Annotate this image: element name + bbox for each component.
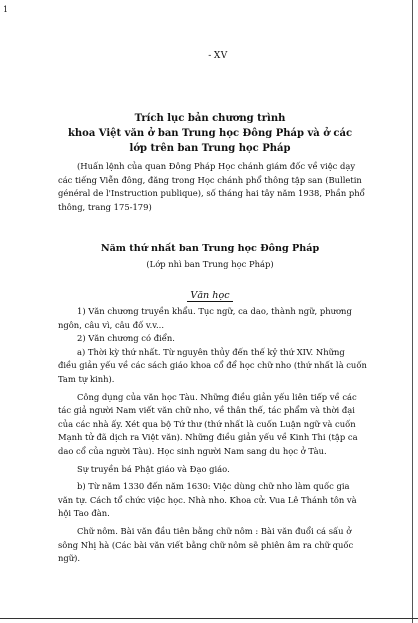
paragraph-4-line-4: Mạnh tử đã dịch ra Việt văn). Những điều giản yếu về Kinh Thi (tập ca (58, 432, 358, 443)
paragraph-6-line-3: hội Tao đàn. (58, 508, 110, 519)
document-title-line-2: khoa Việt văn ở ban Trung học Đông Pháp và ở các (67, 128, 353, 139)
page-number-value: XV (213, 51, 228, 61)
paragraph-3-line-1: a) Thời kỳ thứ nhất. Từ nguyên thủy đến thế kỷ thứ XIV. Những (77, 346, 345, 357)
paragraph-5: Sự truyền bá Phật giáo và Đạo giáo. (77, 463, 230, 474)
intro-line-3: général de l'Instruction publique), số tháng hai tây năm 1938, Phần phổ (58, 188, 365, 198)
section-subheading: (Lớp nhì ban Trung học Pháp) (146, 259, 274, 269)
paragraph-4-line-3: của các nhà ấy. Xét qua bộ Tứ thư (thứ nhất là cuốn Luận ngữ và cuốn (58, 418, 356, 429)
paragraph-6-line-1: b) Từ năm 1330 đến năm 1630: Việc dùng chữ nho làm quốc gia (77, 481, 350, 492)
paragraph-4-line-1: Công dụng của văn học Tàu. Những điều giản yếu liên tiếp về các (77, 391, 357, 402)
paragraph-4-line-2: tác giả người Nam viết văn chữ nho, về thân thế, tác phẩm và thời đại (58, 405, 355, 416)
intro-line-1: (Huấn lệnh của quan Đông Pháp Học chánh giám đốc về việc dạy (77, 161, 356, 171)
document-title-line-1: Trích lục bản chương trình (134, 113, 286, 124)
paragraph-1-line-2: ngôn, câu vì, câu đố v.v... (58, 319, 164, 330)
intro-line-4: thông, trang 175-179) (58, 201, 152, 212)
paragraph-6-line-2: văn tự. Cách tổ chức việc học. Nhà nho. Khoa cử. Vua Lê Thánh tôn và (58, 494, 357, 505)
paragraph-2: 2) Văn chương có điển. (77, 333, 175, 344)
subject-heading-text: Văn học (187, 290, 232, 302)
page-edge-bottom (0, 618, 418, 619)
intro-line-2: các tiếng Viễn đông, đăng trong Học chánh phổ thông tập san (Bulletin (58, 174, 362, 185)
intro-note (58, 160, 388, 214)
margin-mark: 1 (3, 5, 9, 14)
paragraph-3-line-3: Tam tự kinh). (58, 373, 115, 384)
paragraph-7-line-2: sông Nhị hà (Các bài văn viết bằng chữ nôm sẽ phiên âm ra chữ quốc (58, 539, 354, 550)
paragraph-7-line-3: ngữ). (58, 553, 81, 564)
document-title-line-3: lớp trên ban Trung học Pháp (129, 143, 291, 154)
paragraph-1-line-1: 1) Văn chương truyền khẩu. Tục ngữ, ca dao, thành ngữ, phương (77, 306, 352, 316)
page-edge-right (412, 0, 413, 623)
page-number (188, 51, 248, 61)
paragraph-7-line-1: Chữ nôm. Bài văn đầu tiên bằng chữ nôm : Bài văn đuổi cá sấu ở (77, 525, 352, 536)
paragraph-4-line-5: dao cổ của người Tàu). Học sinh người Nam sang du học ở Tàu. (58, 445, 327, 456)
paragraph-3-line-2: điều giản yếu về các sách giáo khoa cổ để học chữ nho (thứ nhất là cuốn (58, 360, 367, 371)
subject-heading (60, 289, 360, 302)
page-number-prefix: - (208, 51, 212, 61)
section-heading: Năm thứ nhất ban Trung học Đông Pháp (100, 243, 320, 254)
body-text (58, 305, 388, 566)
